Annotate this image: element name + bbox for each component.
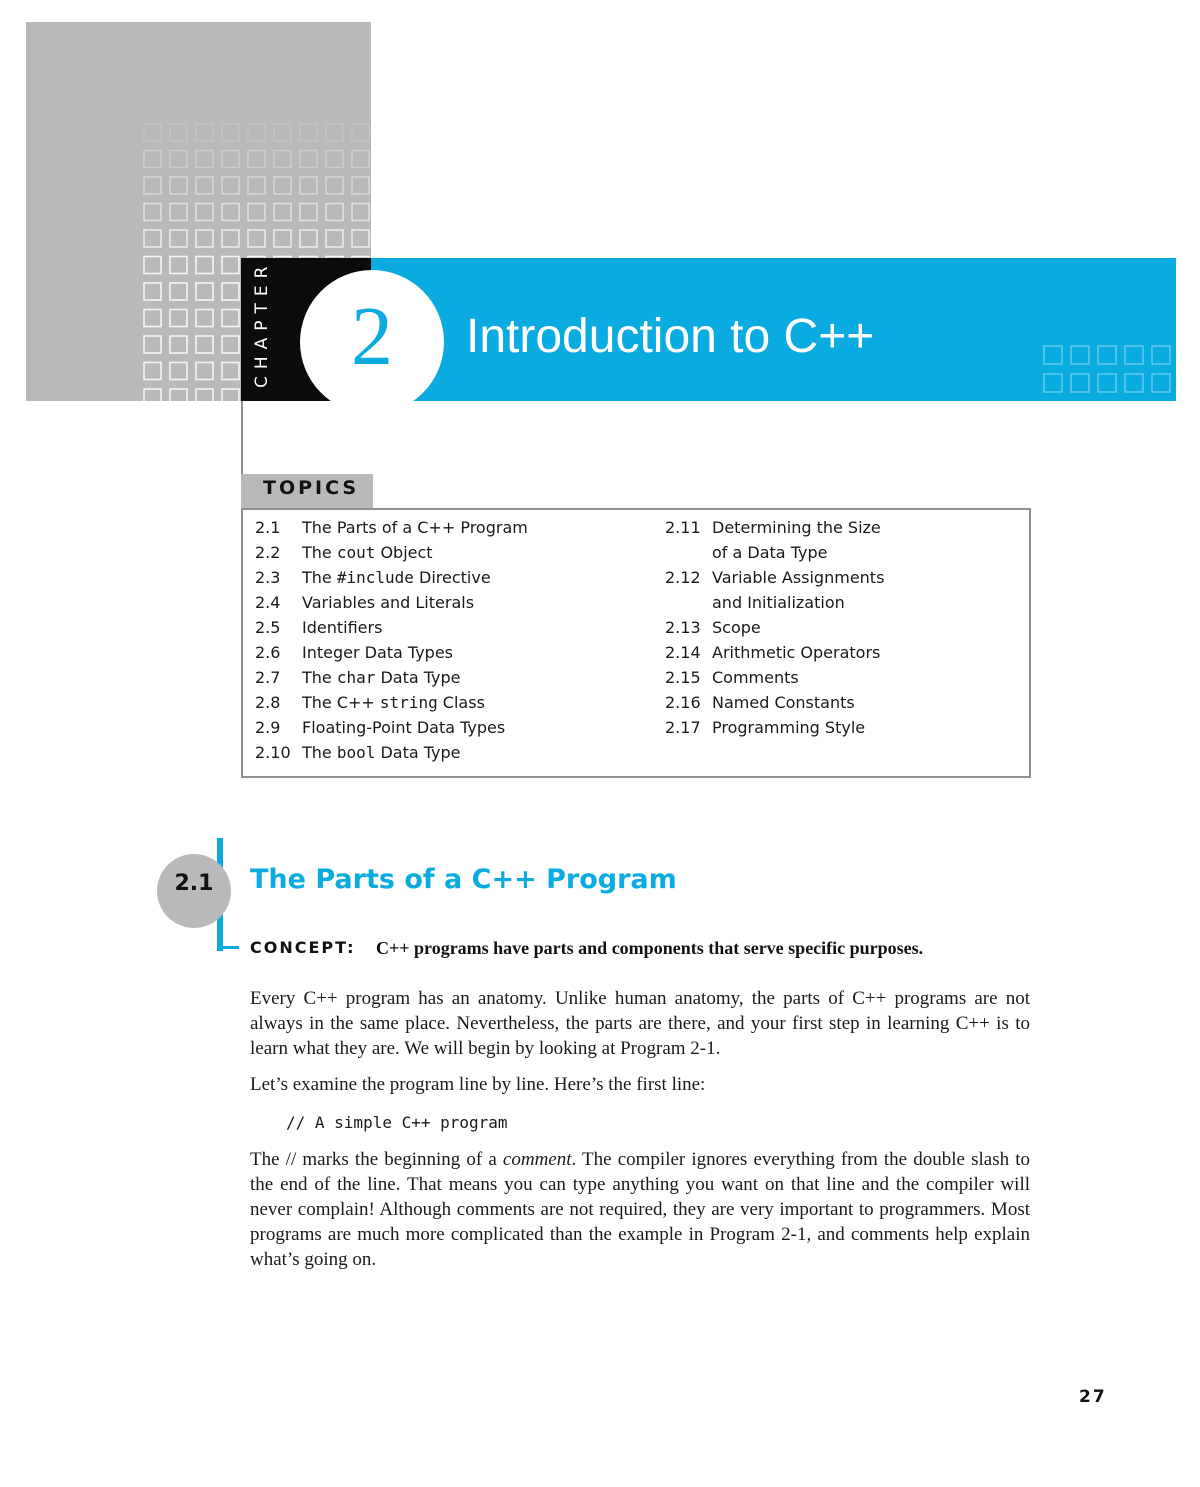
topic-number: 2.5 [255, 618, 281, 637]
grid-square [222, 336, 239, 353]
topic-title-text: Scope [712, 618, 761, 637]
body-paragraph-2: Let’s examine the program line by line. Here’s the first line: [250, 1074, 706, 1095]
section-bracket-foot [217, 946, 239, 949]
grid-square [326, 204, 343, 221]
grid-square [144, 283, 161, 300]
topic-number: 2.17 [665, 718, 701, 737]
topic-title-text: Determining the Size [712, 518, 881, 537]
band-square [1098, 346, 1116, 364]
grid-square [144, 151, 161, 168]
topic-title-text: Identifiers [302, 618, 383, 637]
grid-square [300, 230, 317, 247]
band-square [1044, 374, 1062, 392]
grid-square [222, 230, 239, 247]
topic-title [302, 592, 474, 614]
grid-square [352, 204, 369, 221]
topic-number: 2.9 [255, 718, 281, 737]
grid-square [196, 230, 213, 247]
grid-square [248, 204, 265, 221]
grid-square [170, 177, 187, 194]
grid-square [170, 389, 187, 401]
grid-square [144, 363, 161, 380]
band-square [1071, 374, 1089, 392]
topic-number: 2.10 [255, 743, 291, 762]
grid-square [144, 310, 161, 327]
grid-square [196, 177, 213, 194]
grid-square [326, 124, 343, 141]
grid-square [352, 151, 369, 168]
band-square-pattern [1040, 340, 1176, 400]
topic-title-text: The [302, 743, 337, 762]
topic-code-term: cout [336, 543, 376, 562]
page-number: 27 [1079, 1387, 1107, 1407]
grid-square [170, 151, 187, 168]
grid-square [170, 204, 187, 221]
section-title: The Parts of a C++ Program [250, 864, 677, 895]
topic-title-text: Data Type [375, 668, 461, 687]
topic-title-text: The C++ [302, 693, 380, 712]
topic-title [712, 642, 880, 664]
grid-square [222, 310, 239, 327]
topic-title [302, 742, 461, 764]
grid-square [170, 230, 187, 247]
grid-square [144, 230, 161, 247]
topic-title-text: The [302, 543, 337, 562]
grid-square [326, 230, 343, 247]
grid-square [274, 230, 291, 247]
grid-square [222, 257, 239, 274]
grid-square [196, 257, 213, 274]
band-square [1044, 346, 1062, 364]
topic-number: 2.6 [255, 643, 281, 662]
grid-square [352, 230, 369, 247]
topic-number: 2.11 [665, 518, 701, 537]
grid-square [170, 310, 187, 327]
topic-title-text: of a Data Type [712, 543, 828, 562]
topic-title-text: The [302, 668, 337, 687]
topics-label: TOPICS [263, 477, 360, 499]
topic-number: 2.4 [255, 593, 281, 612]
topic-number: 2.3 [255, 568, 281, 587]
grid-square [300, 124, 317, 141]
topic-title [712, 542, 827, 564]
topic-title [302, 642, 453, 664]
grid-square [274, 204, 291, 221]
grid-square [326, 151, 343, 168]
band-square [1071, 346, 1089, 364]
topic-title-text: Object [375, 543, 433, 562]
topic-number: 2.14 [665, 643, 701, 662]
grid-square [196, 283, 213, 300]
topic-title-text: Comments [712, 668, 799, 687]
concept-text: C++ programs have parts and components that serve specific purposes. [376, 938, 924, 958]
section-number: 2.1 [174, 871, 214, 896]
grid-square [196, 336, 213, 353]
topic-number: 2.7 [255, 668, 281, 687]
body-paragraph-1: Every C++ program has an anatomy. Unlike human anatomy, the parts of C++ programs are not always in the same place. Nevertheless, the parts are there, and your first step in learning C++ is to learn what they are. We will begin by looking at Program 2-1. [250, 988, 1030, 1059]
grid-square [170, 283, 187, 300]
topic-code-term: string [379, 693, 438, 712]
topic-title-text: Floating-Point Data Types [302, 718, 506, 737]
topic-code-term: char [336, 668, 376, 687]
concept-label: CONCEPT: [250, 938, 356, 957]
topic-title [712, 617, 761, 639]
topic-number: 2.15 [665, 668, 701, 687]
topic-title [712, 667, 799, 689]
topic-title-text: The Parts of a C++ Program [302, 518, 528, 537]
grid-square [196, 151, 213, 168]
topic-title [302, 692, 485, 714]
grid-square [222, 177, 239, 194]
p3-text-a: The // marks the beginning of a [250, 1149, 503, 1170]
topic-number: 2.12 [665, 568, 701, 587]
p3-text-b: . The compiler ignores everything from the double slash to the end of the line. That means you can type anything you want on that line and the compiler will never complain! Although comments are not required, they are very important to programmers. Most programs are much more complicated than the example in Program 2-1, and comments help explain what’s going on. [250, 1149, 1030, 1270]
topic-code-term: #include [336, 568, 414, 587]
topic-title [712, 567, 884, 589]
grid-square [144, 124, 161, 141]
topic-code-term: bool [336, 743, 376, 762]
topic-title-text: Arithmetic Operators [712, 643, 881, 662]
chapter-word: CHAPTER [252, 259, 272, 388]
topic-title-text: Data Type [375, 743, 461, 762]
grid-square [352, 177, 369, 194]
chapter-title: Introduction to C++ [466, 310, 875, 363]
topic-title [302, 617, 382, 639]
grid-square [144, 257, 161, 274]
topic-title [712, 517, 881, 539]
topic-title [712, 592, 845, 614]
topic-title [302, 567, 491, 589]
grid-square [248, 124, 265, 141]
topic-title [712, 717, 865, 739]
grid-square [274, 177, 291, 194]
topic-number: 2.13 [665, 618, 701, 637]
grid-square [170, 363, 187, 380]
grid-square [144, 389, 161, 401]
band-square [1125, 374, 1143, 392]
grid-square [248, 151, 265, 168]
grid-square [196, 124, 213, 141]
topic-title [302, 667, 461, 689]
topic-number: 2.2 [255, 543, 281, 562]
grid-square [144, 177, 161, 194]
topic-number: 2.1 [255, 518, 281, 537]
grid-square [196, 389, 213, 401]
grid-square [274, 124, 291, 141]
grid-square [170, 257, 187, 274]
grid-square [222, 124, 239, 141]
body-paragraph-3 [250, 1147, 1030, 1272]
topic-number: 2.8 [255, 693, 281, 712]
grid-square [326, 177, 343, 194]
grid-square [352, 124, 369, 141]
grid-square [222, 283, 239, 300]
grid-square [300, 151, 317, 168]
grid-square [300, 204, 317, 221]
grid-square [196, 310, 213, 327]
grid-square [248, 230, 265, 247]
grid-square [170, 124, 187, 141]
topic-title-text: Class [437, 693, 485, 712]
grid-square [196, 204, 213, 221]
grid-square [222, 363, 239, 380]
topic-title [302, 542, 433, 564]
band-square [1098, 374, 1116, 392]
topic-number: 2.16 [665, 693, 701, 712]
grid-square [144, 204, 161, 221]
chapter-label [246, 259, 276, 394]
topic-title-text: Named Constants [712, 693, 855, 712]
topic-title-text: Integer Data Types [302, 643, 454, 662]
chapter-number: 2 [351, 290, 393, 383]
grid-square [222, 389, 239, 401]
topic-title [302, 717, 505, 739]
grid-square [274, 151, 291, 168]
p3-emphasis: comment [502, 1149, 572, 1170]
topic-title-text: Directive [413, 568, 491, 587]
band-square [1152, 346, 1170, 364]
grid-square [300, 177, 317, 194]
topic-title [302, 517, 528, 539]
code-example: // A simple C++ program [286, 1113, 508, 1132]
topic-title-text: Programming Style [712, 718, 866, 737]
grid-square [248, 177, 265, 194]
grid-square [222, 151, 239, 168]
band-square [1152, 374, 1170, 392]
grid-square [222, 204, 239, 221]
topic-title-text: The [302, 568, 337, 587]
grid-square [144, 336, 161, 353]
topic-title-text: Variables and Literals [302, 593, 475, 612]
grid-square [196, 363, 213, 380]
band-square [1125, 346, 1143, 364]
topic-title [712, 692, 855, 714]
grid-square [170, 336, 187, 353]
topic-title-text: and Initialization [712, 593, 845, 612]
topic-title-text: Variable Assignments [712, 568, 885, 587]
